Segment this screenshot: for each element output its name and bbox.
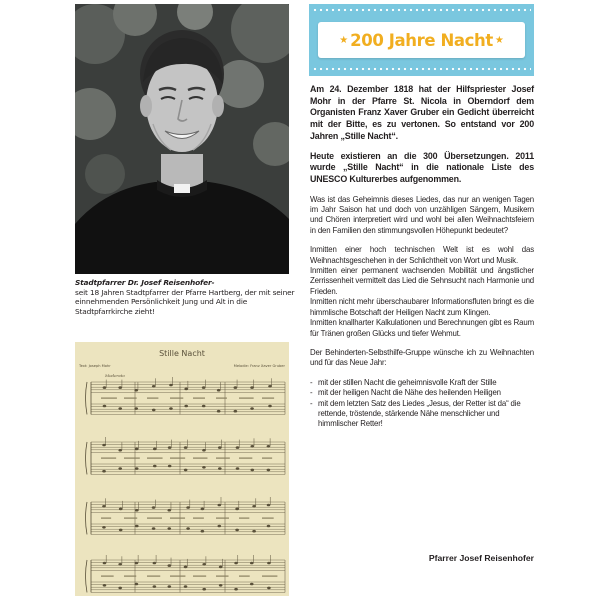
paragraph-mobility: Inmitten einer permanent wachsenden Mobilität und ängstlicher Zerrissenheit vermittelt das Lied die Sehnsucht nach Harmonie und Frieden.: [310, 266, 534, 296]
paragraph-information: Inmitten nicht mehr überschaubarer Informationsfluten bringt es die himmlische Botschaft der Heiligen Nacht zum Klingen.: [310, 297, 534, 317]
priest-photo: [75, 4, 289, 274]
wishes-list: [310, 378, 534, 430]
paragraph-wishes-intro: Der Behinderten-Selbsthilfe-Gruppe wünsche ich zu Weihnachten und für das Neue Jahr:: [310, 347, 534, 368]
article: [310, 84, 534, 430]
sheet-title: Stille Nacht: [159, 349, 205, 358]
paragraph-technology: Inmitten einer hoch technischen Welt ist es wohl das Weihnachtsgeschehen in der Schlichtheit von Wort und Musik.: [310, 245, 534, 265]
sheet-melody-credit: Melodie: Franz Xaver Gruber: [233, 364, 285, 368]
banner-dots-top: [312, 8, 531, 12]
list-item: - mit der stillen Nacht die geheimnisvolle Kraft der Stille: [310, 378, 534, 388]
star-icon-right: ★: [494, 34, 504, 46]
sheet-music: [75, 342, 289, 596]
paragraph-calculation: Inmitten knallharter Kalkulationen und Berechnungen gibt es Raum für Tränen großen Glücks und tiefer Wehmut.: [310, 318, 534, 338]
article-body: [310, 195, 534, 430]
page-title: 200 Jahre Nacht: [350, 30, 493, 50]
signature: Pfarrer Josef Reisenhofer: [428, 553, 534, 563]
sheet-music-graphic: [75, 342, 289, 596]
list-item: - mit der heiligen Nacht die Nähe des heilenden Heiligen: [310, 388, 534, 398]
lead-paragraph-1: Am 24. Dezember 1818 hat der Hilfspriester Josef Mohr in der Pfarre St. Nicola in Oberndorf dem Organisten Franz Xaver Gruber ein Gedicht überreicht mit der Bitte, es zu vertonen. So entstand vor 200 Jahren „Stille Nacht“.: [310, 84, 534, 141]
list-item: - mit dem letzten Satz des Liedes „Jesus, der Retter ist da“ die rettende, tröstende, stärkende Nähe menschlicher und himmlischer Retter!: [310, 399, 534, 430]
photo-caption: [75, 278, 297, 316]
sheet-text-credit: Text: Joseph Mohr: [79, 364, 111, 368]
priest-portrait-graphic: [75, 4, 289, 274]
banner-dots-bottom: [312, 67, 531, 71]
star-icon-left: ★: [339, 34, 349, 46]
caption-name: Stadtpfarrer Dr. Josef Reisenhofer-: [75, 278, 215, 287]
lead-paragraph-2: Heute existieren an die 300 Übersetzungen. 2011 wurde „Stille Nacht“ in die nationale Liste des UNESCO Kulturerbes aufgenommen.: [310, 150, 534, 184]
caption-text: seit 18 Jahren Stadtpfarrer der Pfarre Hartberg, der mit seiner einnehmenden Persönlichkeit Jung und Alt in die Stadtpfarrkirche zieht!: [75, 287, 295, 316]
paragraph-question: Was ist das Geheimnis dieses Liedes, das nur an wenigen Tagen im Jahr Saison hat und doch von unzähligen Sängern, Musikern und Chören interpretiert wird und wohl bei allen Weihnachtsfeiern in den Familien den stimmungsvollen Höhepunkt bedeutet?: [310, 194, 534, 235]
banner-title-box: [318, 22, 525, 58]
sheet-tempo: Moderato: [105, 373, 125, 378]
header-banner: [309, 4, 534, 76]
